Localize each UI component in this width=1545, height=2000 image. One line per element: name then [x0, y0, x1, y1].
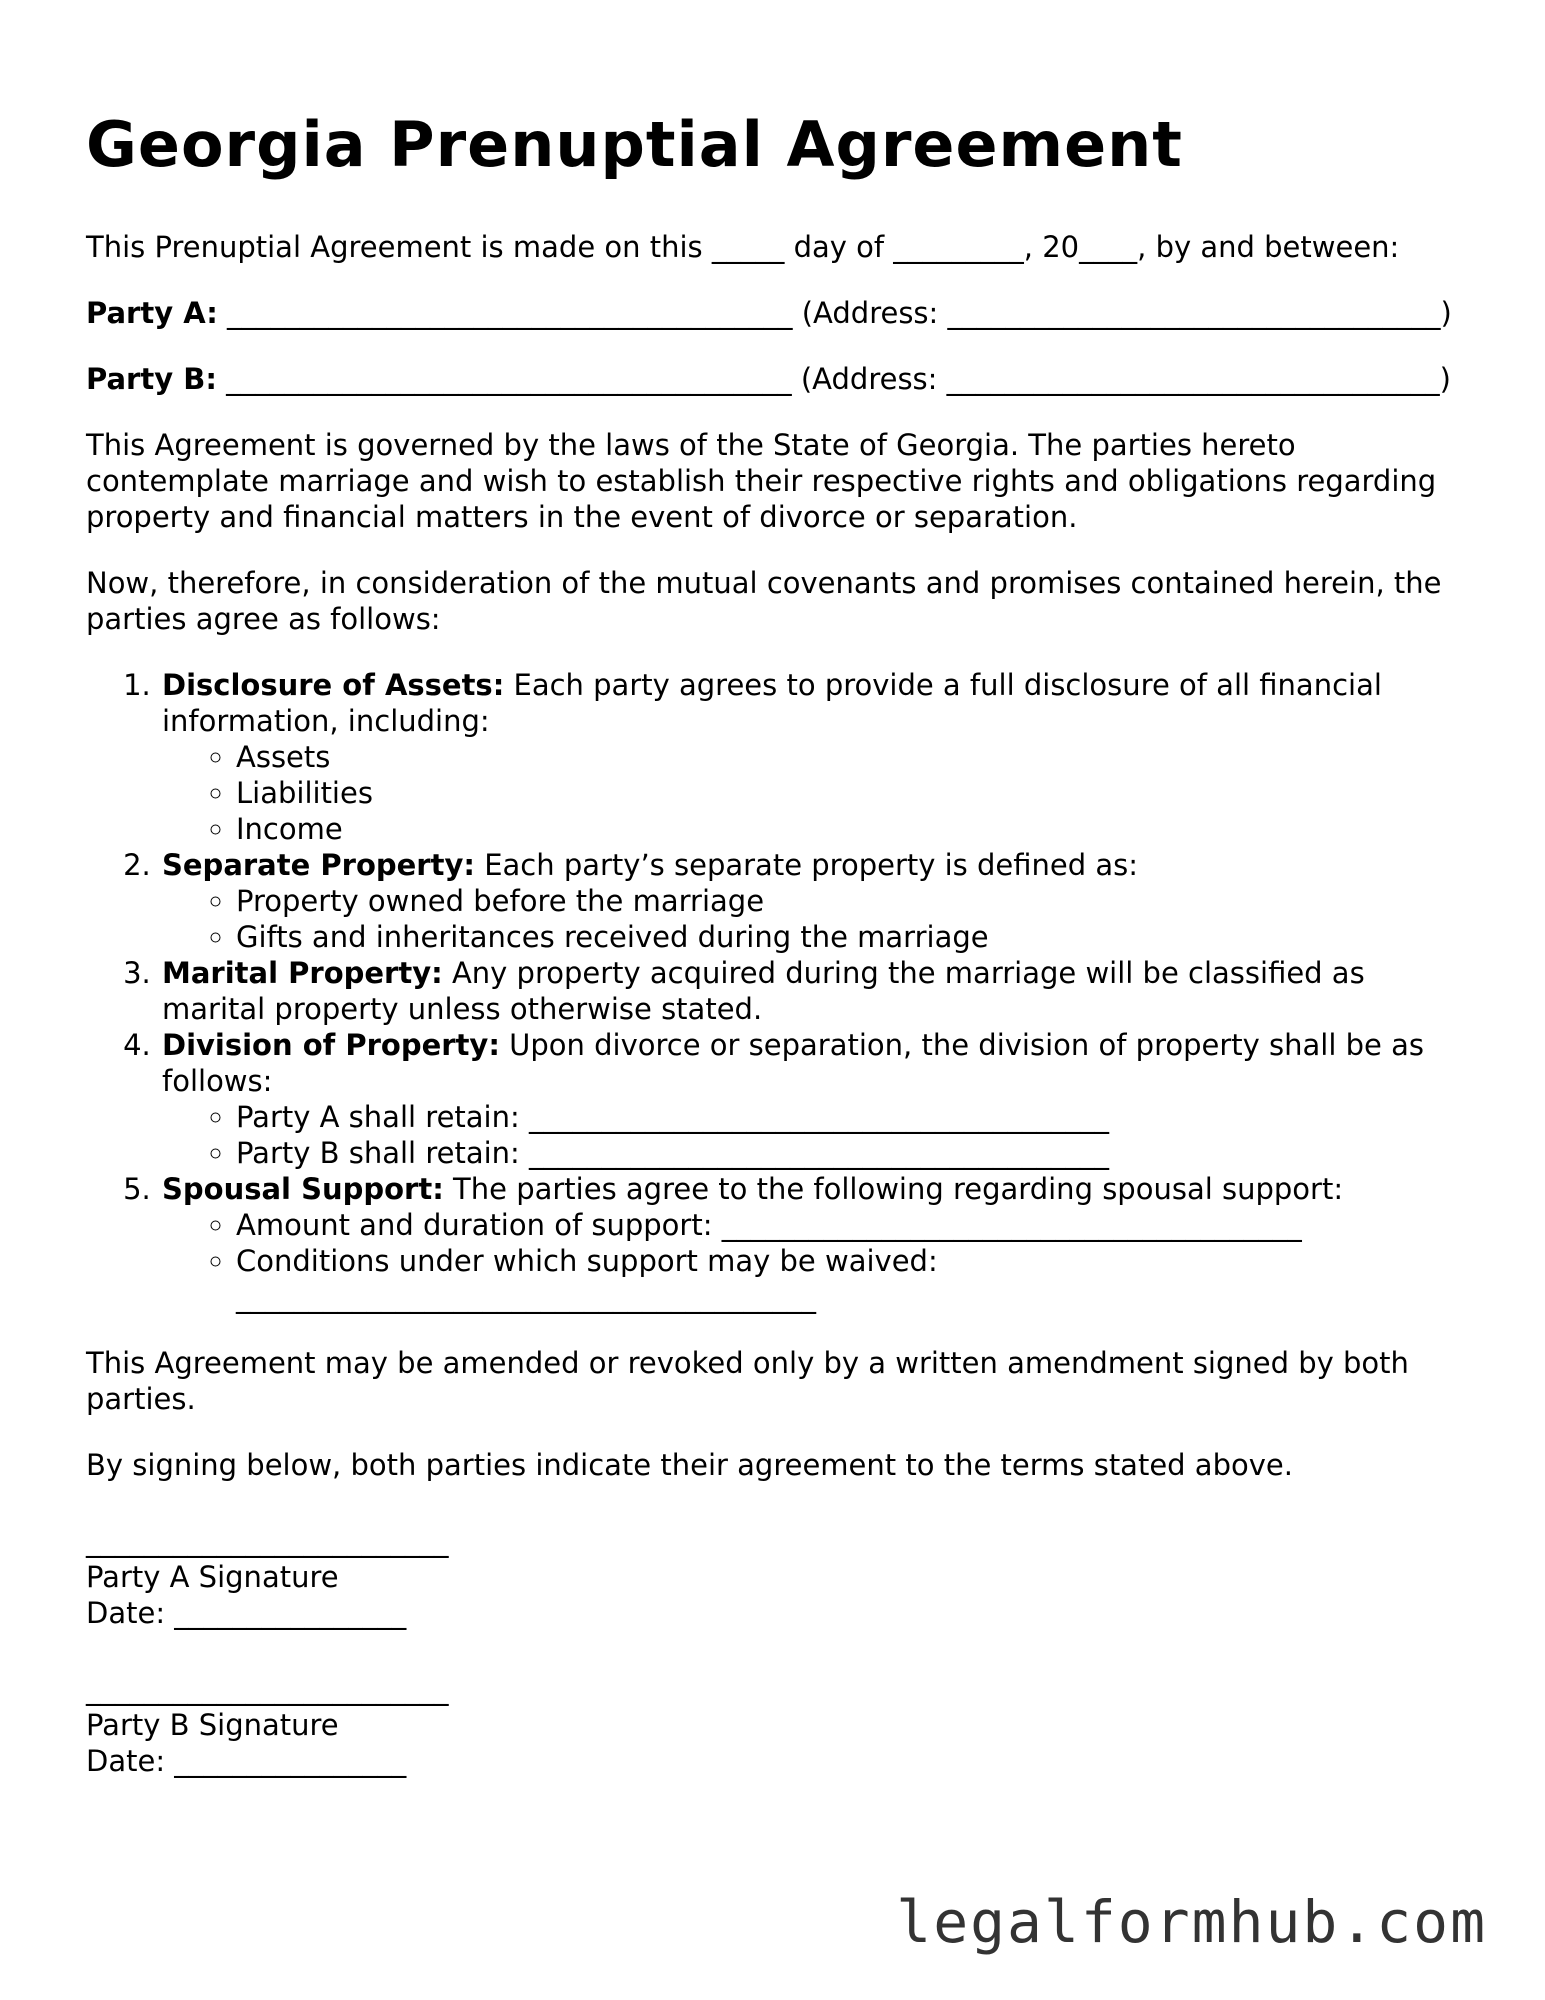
term-sublist — [162, 1099, 1466, 1171]
term-item — [160, 1027, 1466, 1171]
party-b-fields: _______________________________________ (Address: __________________________________) — [226, 362, 1451, 396]
term-text: Upon divorce or separation, the division of property shall be as follows: — [162, 1028, 1424, 1098]
party-a-fields: _______________________________________ (Address: __________________________________) — [227, 296, 1452, 330]
signature-label: Party B Signature — [86, 1708, 339, 1742]
amendment-paragraph: This Agreement may be amended or revoked only by a written amendment signed by both parties. — [86, 1346, 1409, 1416]
term-text: Each party’s separate property is defined as: — [484, 848, 1139, 882]
term-item — [160, 847, 1466, 955]
document-title: Georgia Prenuptial Agreement — [86, 108, 1183, 181]
term-item — [160, 955, 1466, 1027]
sublist-item: ◦ Conditions under which support may be waived: ________________________________________ — [236, 1243, 1466, 1315]
signature-line: _________________________ — [86, 1672, 449, 1706]
watermark-text: legalformhub.com — [896, 1888, 1487, 1956]
party-a-line — [86, 295, 1466, 331]
term-item — [160, 1171, 1466, 1315]
term-item — [160, 667, 1466, 847]
term-heading: Marital Property: — [162, 956, 443, 990]
party-b-label: Party B: — [86, 362, 217, 396]
sublist-item: ◦ Party B shall retain: ________________________________________ — [236, 1135, 1466, 1171]
party-b-line — [86, 361, 1466, 397]
signature-block-party-b — [86, 1671, 1466, 1779]
term-heading: Disclosure of Assets: — [162, 668, 505, 702]
consideration-paragraph: Now, therefore, in consideration of the mutual covenants and promises contained herein, the parties agree as follows: — [86, 566, 1442, 636]
signature-block-party-a — [86, 1523, 1466, 1631]
governing-law-paragraph: This Agreement is governed by the laws of the State of Georgia. The parties hereto contemplate marriage and wish to establish their respective rights and obligations regarding property and financial matters in the event of divorce or separation. — [86, 428, 1437, 534]
term-text: The parties agree to the following regarding spousal support: — [453, 1172, 1344, 1206]
signature-line: _________________________ — [86, 1524, 449, 1558]
sublist-item: ◦ Income — [236, 811, 1466, 847]
signature-date: Date: ________________ — [86, 1744, 407, 1778]
term-text: Any property acquired during the marriage will be classified as marital property unless otherwise stated. — [162, 956, 1365, 1026]
term-sublist — [162, 1207, 1466, 1315]
term-sublist — [162, 883, 1466, 955]
intro-paragraph: This Prenuptial Agreement is made on this _____ day of _________, 20____, by and between: — [86, 230, 1400, 264]
sublist-item: ◦ Gifts and inheritances received during the marriage — [236, 919, 1466, 955]
sublist-item: ◦ Property owned before the marriage — [236, 883, 1466, 919]
signature-section — [86, 1523, 1466, 1779]
term-sublist — [162, 739, 1466, 847]
sublist-item: ◦ Liabilities — [236, 775, 1466, 811]
signature-label: Party A Signature — [86, 1560, 339, 1594]
party-a-label: Party A: — [86, 296, 218, 330]
term-text: Each party agrees to provide a full disclosure of all financial information, including: — [162, 668, 1382, 738]
term-heading: Separate Property: — [162, 848, 475, 882]
terms-list — [86, 667, 1466, 1315]
signature-date: Date: ________________ — [86, 1596, 407, 1630]
sublist-item: ◦ Assets — [236, 739, 1466, 775]
sublist-item: ◦ Party A shall retain: ________________________________________ — [236, 1099, 1466, 1135]
term-heading: Spousal Support: — [162, 1172, 444, 1206]
document-page — [86, 108, 1466, 1819]
term-heading: Division of Property: — [162, 1028, 500, 1062]
signing-paragraph: By signing below, both parties indicate their agreement to the terms stated above. — [86, 1448, 1293, 1482]
sublist-item: ◦ Amount and duration of support: ________________________________________ — [236, 1207, 1466, 1243]
